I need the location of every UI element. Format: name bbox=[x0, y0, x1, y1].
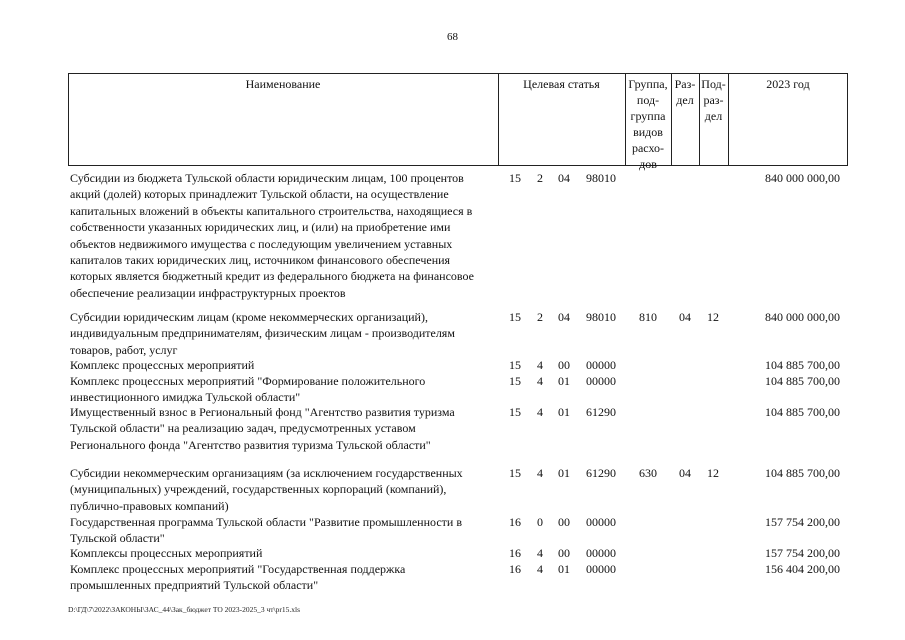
cell-c4: 98010 bbox=[586, 310, 616, 324]
cell-c4: 00000 bbox=[586, 515, 616, 529]
cell-amount: 104 885 700,00 bbox=[765, 358, 840, 372]
cell-c3: 01 bbox=[558, 374, 570, 388]
cell-c2: 4 bbox=[537, 358, 543, 372]
cell-c4: 61290 bbox=[586, 466, 616, 480]
row-name bbox=[70, 514, 490, 547]
cell-c2: 0 bbox=[537, 515, 543, 529]
row-name-line: которых является бюджетный кредит из федерального бюджета на финансовое bbox=[70, 269, 474, 284]
row-name-line: акций (долей) которых принадлежит Тульской области, на осуществление bbox=[70, 187, 449, 202]
header-group-line: под- bbox=[636, 93, 660, 107]
header-subsection-line: дел bbox=[704, 109, 723, 123]
cell-c3: 01 bbox=[558, 562, 570, 576]
row-name bbox=[70, 357, 490, 373]
header-expense-group bbox=[625, 76, 671, 172]
row-name-line: Субсидии юридическим лицам (кроме некоммерческих организаций), bbox=[70, 310, 428, 324]
row-name bbox=[70, 561, 490, 594]
row-name-line: Комплекс процессных мероприятий "Формирование положительного bbox=[70, 374, 426, 388]
cell-c2: 2 bbox=[537, 310, 543, 324]
cell-c4: 98010 bbox=[586, 171, 616, 185]
cell-c2: 4 bbox=[537, 374, 543, 388]
row-name-line: Государственная программа Тульской области "Развитие промышленности в bbox=[70, 515, 462, 529]
header-subsection-line: Под- bbox=[701, 77, 726, 91]
cell-c3: 00 bbox=[558, 358, 570, 372]
row-name-line: инвестиционного имиджа Тульской области" bbox=[70, 390, 301, 405]
row-name bbox=[70, 170, 490, 301]
cell-c4: 61290 bbox=[586, 405, 616, 419]
cell-grp: 810 bbox=[639, 310, 657, 324]
cell-c2: 2 bbox=[537, 171, 543, 185]
row-name bbox=[70, 545, 490, 561]
cell-c1: 16 bbox=[509, 546, 521, 560]
cell-amount: 104 885 700,00 bbox=[765, 374, 840, 388]
row-name-line: капитальных вложений в объекты капитального строительства, находящиеся в bbox=[70, 203, 473, 218]
row-name-line: Тульской области" на реализацию задач, предусмотренных уставом bbox=[70, 421, 416, 436]
header-group-line: группа bbox=[630, 109, 666, 123]
row-name bbox=[70, 404, 490, 453]
cell-amount: 157 754 200,00 bbox=[765, 515, 840, 529]
cell-sec: 04 bbox=[679, 310, 691, 324]
row-name-line: Комплексы процессных мероприятий bbox=[70, 546, 263, 560]
cell-sub: 12 bbox=[707, 310, 719, 324]
header-section-line: дел bbox=[676, 93, 694, 107]
row-name-line: объектов недвижимого имущества с последующим увеличением уставных bbox=[70, 236, 453, 251]
row-name-line: индивидуальным предпринимателям, физическим лицам - производителям bbox=[70, 326, 455, 341]
cell-amount: 104 885 700,00 bbox=[765, 466, 840, 480]
header-target-article: Целевая статья bbox=[523, 77, 600, 91]
cell-c3: 04 bbox=[558, 171, 570, 185]
row-name-line: Тульской области" bbox=[70, 531, 165, 546]
cell-c1: 15 bbox=[509, 405, 521, 419]
cell-c1: 15 bbox=[509, 310, 521, 324]
row-name-line: публично-правовых компаний) bbox=[70, 498, 229, 513]
cell-c3: 00 bbox=[558, 546, 570, 560]
row-name-line: товаров, работ, услуг bbox=[70, 342, 178, 357]
header-section-line: Раз- bbox=[674, 77, 696, 91]
cell-c3: 04 bbox=[558, 310, 570, 324]
row-name-line: промышленных предприятий Тульской области" bbox=[70, 578, 319, 593]
header-group-line: Группа, bbox=[628, 77, 668, 91]
row-name-line: обеспечение реализации инфраструктурных проектов bbox=[70, 285, 346, 300]
row-name-line: (муниципальных) учреждений, государственных корпораций (компаний), bbox=[70, 482, 447, 497]
cell-amount: 840 000 000,00 bbox=[765, 310, 840, 324]
cell-c1: 15 bbox=[509, 466, 521, 480]
cell-c1: 16 bbox=[509, 562, 521, 576]
cell-c1: 15 bbox=[509, 171, 521, 185]
header-year: 2023 год bbox=[766, 77, 810, 91]
cell-c2: 4 bbox=[537, 466, 543, 480]
row-name-line: Комплекс процессных мероприятий "Государственная поддержка bbox=[70, 562, 406, 576]
row-name bbox=[70, 465, 490, 514]
cell-c1: 15 bbox=[509, 358, 521, 372]
row-name-line: Субсидии некоммерческим организациям (за исключением государственных bbox=[70, 466, 463, 480]
cell-amount: 840 000 000,00 bbox=[765, 171, 840, 185]
cell-grp: 630 bbox=[639, 466, 657, 480]
page-number: 68 bbox=[447, 31, 458, 43]
cell-amount: 104 885 700,00 bbox=[765, 405, 840, 419]
cell-c3: 00 bbox=[558, 515, 570, 529]
cell-c2: 4 bbox=[537, 562, 543, 576]
header-subsection bbox=[699, 76, 728, 124]
cell-sub: 12 bbox=[707, 466, 719, 480]
cell-amount: 157 754 200,00 bbox=[765, 546, 840, 560]
row-name-line: собственности указанных юридических лиц, и (или) на приобретение ими bbox=[70, 220, 451, 235]
row-name-line: Регионального фонда "Агентство развития туризма Тульской области" bbox=[70, 437, 431, 452]
row-name-line: Субсидии из бюджета Тульской области юридическим лицам, 100 процентов bbox=[70, 171, 464, 185]
row-name bbox=[70, 373, 490, 406]
cell-c1: 15 bbox=[509, 374, 521, 388]
cell-c3: 01 bbox=[558, 466, 570, 480]
file-path-footer: D:\ГД\7\2022\ЗАКОНЫ\ЗАС_44\Зак_бюджет ТО 2023-2025_3 чт\pr15.xls bbox=[68, 605, 301, 614]
cell-c4: 00000 bbox=[586, 358, 616, 372]
header-group-line: дов bbox=[639, 157, 657, 171]
cell-c3: 01 bbox=[558, 405, 570, 419]
row-name-line: Комплекс процессных мероприятий bbox=[70, 358, 255, 372]
row-name bbox=[70, 309, 490, 358]
cell-c2: 4 bbox=[537, 546, 543, 560]
header-group-line: расхо- bbox=[631, 141, 665, 155]
row-name-line: Имущественный взнос в Региональный фонд "Агентство развития туризма bbox=[70, 405, 455, 419]
cell-c4: 00000 bbox=[586, 562, 616, 576]
cell-amount: 156 404 200,00 bbox=[765, 562, 840, 576]
header-group-line: видов bbox=[633, 125, 663, 139]
row-name-line: капиталов таких юридических лиц, источником финансового обеспечения bbox=[70, 253, 451, 268]
cell-sec: 04 bbox=[679, 466, 691, 480]
header-section bbox=[671, 76, 699, 108]
cell-c2: 4 bbox=[537, 405, 543, 419]
cell-c4: 00000 bbox=[586, 374, 616, 388]
header-subsection-line: раз- bbox=[703, 93, 724, 107]
cell-c4: 00000 bbox=[586, 546, 616, 560]
cell-c1: 16 bbox=[509, 515, 521, 529]
header-name: Наименование bbox=[245, 77, 321, 91]
